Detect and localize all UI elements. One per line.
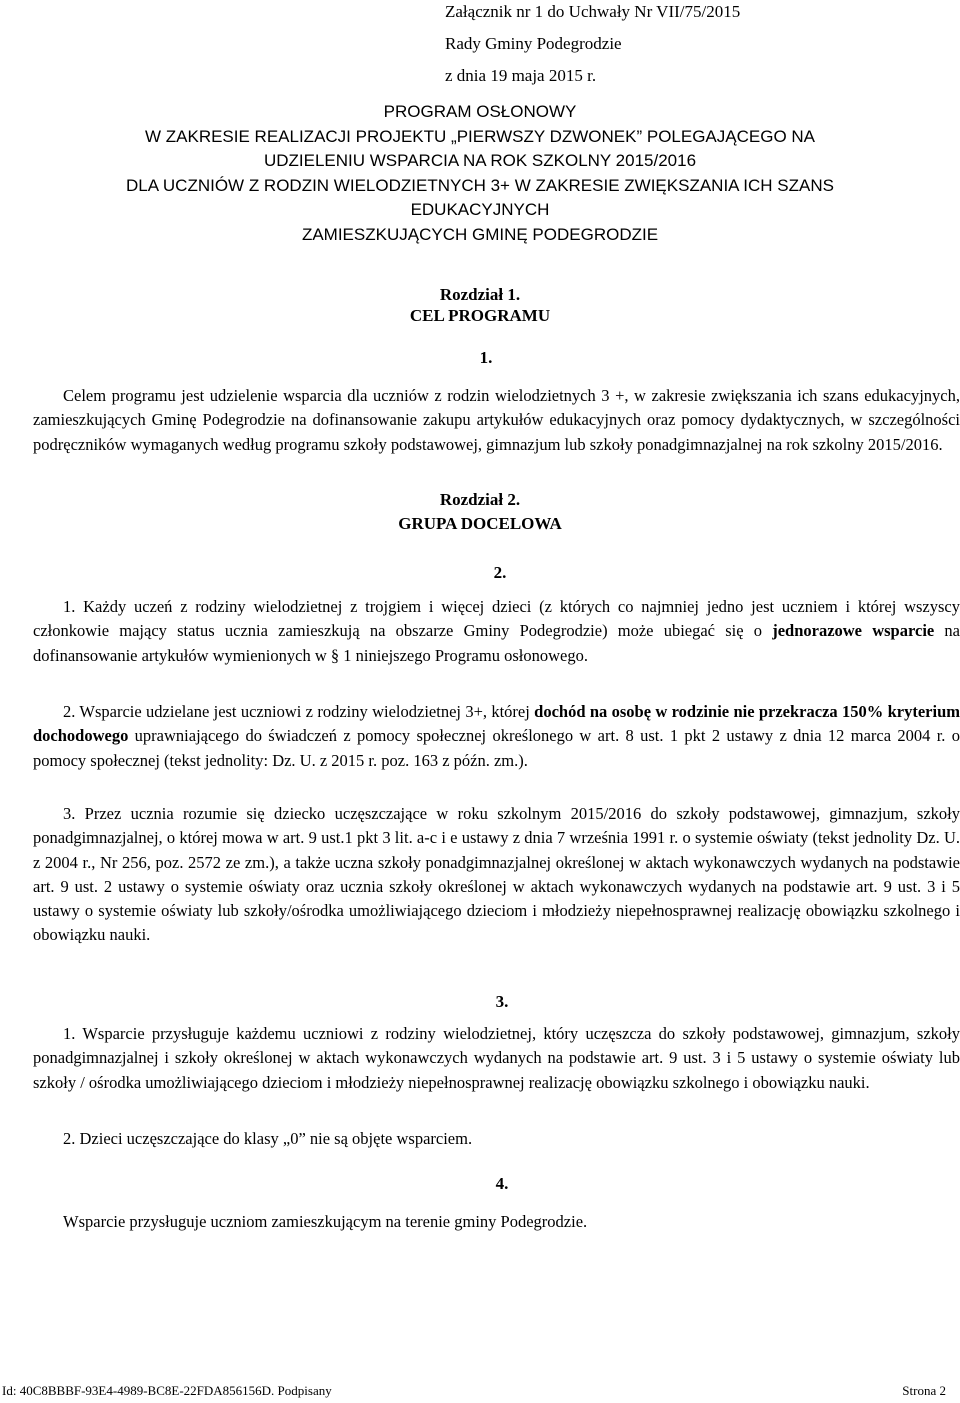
- attachment-header: Załącznik nr 1 do Uchwały Nr VII/75/2015: [445, 2, 741, 21]
- title-line: UDZIELENIU WSPARCIA NA ROK SZKOLNY 2015/2016: [263, 151, 697, 170]
- title-line: ZAMIESZKUJĄCYCH GMINĘ PODEGRODZIE: [301, 224, 659, 244]
- page-number: Strona 2: [902, 1383, 946, 1398]
- section-4-paragraph-1: Wsparcie przysługuje uczniom zamieszkującym na terenie gminy Podegrodzie.: [63, 1212, 588, 1231]
- title-line: DLA UCZNIÓW Z RODZIN WIELODZIETNYCH 3+ W ZAKRESIE ZWIĘKSZANIA ICH SZANS: [126, 175, 834, 195]
- chapter-2-name: GRUPA DOCELOWA: [398, 514, 562, 533]
- section-2-paragraph-3: 3. Przez ucznia rozumie się dziecko uczęszczające w roku szkolnym 2015/2016 do szkoły podstawowej, gimnazjum, szkoły ponadgimnazjalnej, o której mowa w art. 9 ust.1 pkt 3 lit. a-c i e ustawy z dnia 7 września 1991 r. o systemie oświaty (tekst jednolity Dz. U. z 2004 r., Nr 256, poz. 2572 ze zm.), a także uczna szkoły ponadgimnazjalnej określonej w aktach wykonawczych wydanych na podstawie art. 9 ust. 2 ustawy o systemie oświaty oraz ucznia szkoły określonej w aktach wykonawczych wydanych na podstawie art. 9 ust. 3 i 5 ustawy o systemie oświaty lub szkoły/ośrodka umożliwiającego dzieciom i młodzieży niepełnosprawnej realizację obowiązku szkolnego i obowiązku nauki.: [33, 804, 960, 945]
- council-name: Rady Gminy Podegrodzie: [445, 34, 622, 53]
- section-3-number: 3.: [495, 992, 509, 1011]
- section-1-number: 1.: [479, 348, 493, 367]
- section-2-paragraph-2: 2. Wsparcie udzielane jest uczniowi z rodziny wielodzietnej 3+, której dochód na osobę w rodzinie nie przekracza 150% kryterium dochodowego uprawniającego do świadczeń z pomocy społecznej określonego w art. 8 ust. 1 pkt 2 ustawy z dnia 12 marca 2004 r. o pomocy społecznej (tekst jednolity: Dz. U. z 2015 r. poz. 163 z późn. zm.).: [33, 702, 960, 770]
- chapter-1-heading: Rozdział 1.: [439, 285, 521, 304]
- chapter-1-name: CEL PROGRAMU: [409, 306, 551, 325]
- chapter-2-heading: Rozdział 2.: [439, 490, 521, 509]
- section-1-text: Celem programu jest udzielenie wsparcia dla uczniów z rodzin wielodzietnych 3 +, w zakresie zwiększania ich szans edukacyjnych, zamieszkujących Gminę Podegrodzie na dofinansowanie zakupu artykułów edukacyjnych oraz pomocy dydaktycznych, w szczególności podręczników wymaganych według programu szkoły podstawowej, gimnazjum lub szkoły ponadgimnazjalnej na rok szkolny 2015/2016.: [33, 386, 960, 454]
- section-2-number: 2.: [493, 563, 507, 582]
- title-line: W ZAKRESIE REALIZACJI PROJEKTU „PIERWSZY DZWONEK” POLEGAJĄCEGO NA: [144, 126, 816, 146]
- resolution-date: z dnia 19 maja 2015 r.: [445, 66, 597, 85]
- title-line: EDUKACYJNYCH: [410, 200, 550, 219]
- section-4-number: 4.: [495, 1174, 509, 1193]
- title-line: PROGRAM OSŁONOWY: [383, 102, 577, 121]
- document-title: [30, 100, 930, 247]
- section-3-paragraph-1: 1. Wsparcie przysługuje każdemu uczniowi z rodziny wielodzietnej, który uczęszcza do szkoły podstawowej, gimnazjum, szkoły ponadgimnazjalnej i szkoły określonej w aktach wykonawczych wydanych na podstawie art. 9 ust. 3 i 5 ustawy o systemie oświaty lub szkoły / ośrodka umożliwiającego dzieciom i młodzieży niepełnosprawnej realizację obowiązku szkolnego i obowiązku nauki.: [33, 1024, 960, 1092]
- document-id: Id: 40C8BBBF-93E4-4989-BC8E-22FDA856156D. Podpisany: [2, 1383, 332, 1398]
- section-2-paragraph-1: 1. Każdy uczeń z rodziny wielodzietnej z trojgiem i więcej dzieci (z których co najmniej jedno jest uczniem i której wszyscy członkowie mający status ucznia zamieszkują na obszarze Gminy Podegrodzie) może ubiegać się o jednorazowe wsparcie na dofinansowanie artykułów wymienionych w § 1 niniejszego Programu osłonowego.: [33, 597, 960, 665]
- section-3-paragraph-2: 2. Dzieci uczęszczające do klasy „0” nie są objęte wsparciem.: [63, 1129, 473, 1148]
